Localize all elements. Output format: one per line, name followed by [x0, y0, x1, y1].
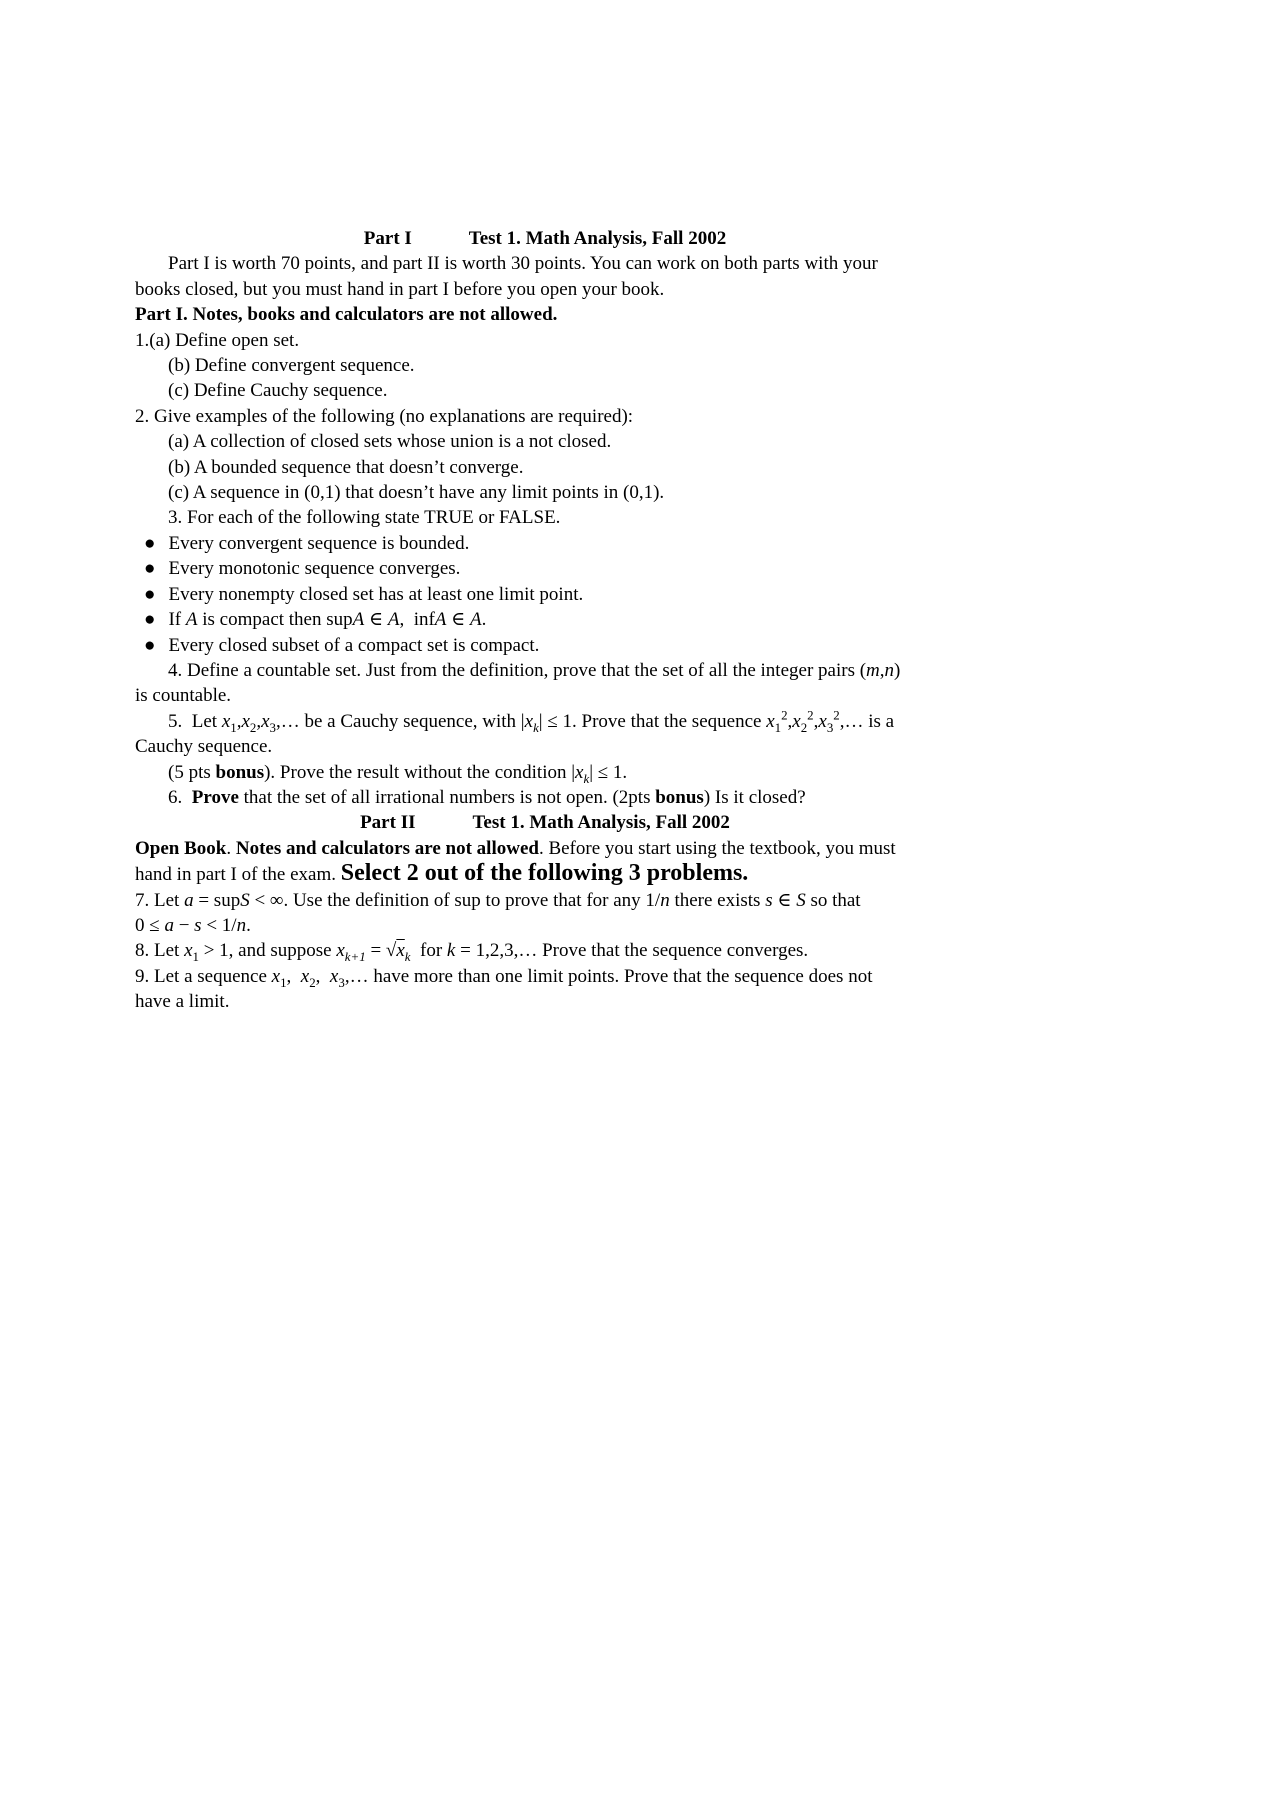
text-segment: k	[533, 719, 539, 735]
text-segment: ,	[256, 710, 262, 732]
text-line	[135, 455, 1040, 480]
text-segment: x	[336, 940, 345, 962]
text-segment: so that	[805, 889, 861, 911]
text-segment: Part II Test 1. Math Analysis, Fall 2002	[360, 812, 730, 834]
text-segment: k+1	[344, 949, 366, 965]
text-segment: 1	[192, 949, 199, 965]
bullet-icon: ●	[144, 634, 156, 656]
text-segment: ,	[813, 710, 819, 732]
text-segment: > 1, and suppose	[198, 940, 337, 962]
bullet-icon: ●	[144, 609, 156, 631]
text-segment: =	[365, 940, 386, 962]
text-segment: 2	[833, 707, 840, 723]
text-segment: Prove	[191, 786, 239, 808]
text-segment: m	[866, 659, 880, 681]
text-line	[135, 836, 1040, 861]
text-segment: 2	[249, 719, 257, 735]
text-segment: Every convergent sequence is bounded.	[168, 532, 470, 554]
text-segment: 2	[807, 707, 814, 723]
text-line	[135, 888, 1040, 913]
text-line	[135, 683, 1040, 708]
text-segment: If	[168, 609, 186, 631]
bullet-icon: ●	[144, 558, 156, 580]
text-segment: ∈	[772, 889, 797, 911]
text-segment: (b) Define convergent sequence.	[168, 355, 415, 377]
text-segment: ,	[286, 965, 301, 987]
text-segment: s	[765, 889, 773, 911]
bullet-icon: ●	[144, 583, 156, 605]
text-segment: 5. Let	[168, 710, 222, 732]
text-segment: x	[261, 710, 270, 732]
text-segment: 1	[280, 974, 287, 990]
text-segment: < ∞. Use the definition of sup to prove that for any 1/	[249, 889, 661, 911]
text-segment: 3	[826, 719, 834, 735]
text-segment: = sup	[193, 889, 241, 911]
text-segment: 4. Define a countable set. Just from the definition, prove that the set of all the integer pairs (	[168, 659, 867, 681]
text-segment: 2	[800, 719, 808, 735]
text-segment: Part I. Notes, books and calculators are not allowed.	[135, 304, 558, 326]
text-line	[135, 429, 1040, 454]
text-segment: Part I Test 1. Math Analysis, Fall 2002	[363, 228, 727, 249]
text-segment: a	[184, 889, 194, 911]
text-segment: x	[818, 710, 827, 732]
text-segment: 1	[230, 719, 237, 735]
text-line	[135, 277, 1040, 302]
text-segment: ,… be a Cauchy sequence, with |	[276, 710, 525, 732]
text-segment: 3. For each of the following state TRUE or FALSE.	[168, 507, 561, 529]
text-segment: A	[434, 609, 447, 631]
text-segment: 3	[338, 974, 345, 990]
text-segment: 2. Give examples of the following (no explanations are required):	[135, 405, 634, 427]
text-segment: bonus	[215, 761, 265, 783]
text-segment: (c) A sequence in (0,1) that doesn’t have any limit points in (0,1).	[168, 482, 665, 504]
text-line	[135, 861, 1040, 887]
text-segment: a	[164, 914, 174, 936]
text-line	[135, 328, 1040, 353]
text-line	[135, 810, 1040, 835]
text-segment: (5 pts	[168, 761, 216, 783]
text-line	[135, 938, 1040, 963]
text-segment: ). Prove the result without the condition |	[264, 761, 576, 783]
text-segment: .	[226, 837, 236, 859]
text-segment: √	[385, 940, 397, 962]
exam-document	[135, 226, 1040, 1015]
text-segment: . Before you start using the textbook, you must	[538, 837, 896, 859]
text-line	[135, 785, 1040, 810]
text-segment: Every nonempty closed set has at least one limit point.	[168, 583, 584, 605]
text-segment: is compact then sup	[197, 609, 353, 631]
text-segment: ,… is a	[839, 710, 895, 732]
text-segment: A	[387, 609, 400, 631]
text-segment: ∈	[446, 609, 470, 631]
text-segment: A	[352, 609, 365, 631]
text-segment: 1.(a) Define open set.	[135, 329, 300, 351]
text-segment: ) Is it closed?	[703, 786, 806, 808]
text-segment: ,… have more than one limit points. Prove that the sequence does not	[344, 965, 873, 987]
text-segment: k	[404, 949, 411, 965]
bullet-line	[135, 633, 1040, 658]
text-segment: n	[884, 659, 895, 681]
text-segment: 6.	[168, 786, 192, 808]
text-segment: books closed, but you must hand in part I before you open your book.	[135, 278, 665, 300]
text-segment: Every closed subset of a compact set is compact.	[168, 634, 540, 656]
text-segment: there exists	[669, 889, 766, 911]
text-segment: 0 ≤	[135, 914, 165, 936]
text-segment: x	[184, 940, 193, 962]
text-segment: 2	[309, 974, 316, 990]
text-segment: ,	[879, 659, 885, 681]
bullet-line	[135, 582, 1040, 607]
text-segment: ,	[236, 710, 242, 732]
text-line	[135, 226, 1040, 251]
text-segment: , inf	[399, 609, 435, 631]
text-segment: 9. Let a sequence	[135, 965, 272, 987]
text-segment: x	[241, 710, 250, 732]
text-segment: n	[660, 889, 670, 911]
text-segment: s	[194, 914, 202, 936]
text-line	[135, 913, 1040, 938]
text-segment: k	[583, 770, 590, 786]
text-line	[135, 989, 1040, 1014]
text-line	[135, 251, 1040, 276]
text-segment: 3	[269, 719, 276, 735]
text-segment: for	[410, 940, 447, 962]
text-segment: bonus	[655, 786, 704, 808]
text-segment: −	[173, 914, 195, 936]
text-segment: A	[469, 609, 482, 631]
text-segment: 7. Let	[135, 889, 185, 911]
bullet-icon: ●	[144, 532, 156, 554]
text-segment: A	[185, 609, 198, 631]
text-segment: (b) A bounded sequence that doesn’t converge.	[168, 456, 524, 478]
text-segment: Part I is worth 70 points, and part II is worth 30 points. You can work on both parts with your	[168, 253, 878, 275]
text-segment: ,	[315, 965, 330, 987]
text-segment: 2	[781, 707, 788, 723]
text-segment: < 1/	[201, 914, 237, 936]
text-segment: is countable.	[135, 685, 232, 707]
text-segment: Every monotonic sequence converges.	[168, 558, 461, 580]
text-line	[135, 734, 1040, 759]
text-segment: 1	[774, 719, 782, 735]
text-segment: x	[329, 965, 339, 987]
text-segment: hand in part I of the exam.	[135, 864, 341, 886]
text-line	[135, 404, 1040, 429]
text-segment: = 1,2,3,… Prove that the sequence converges.	[455, 940, 809, 962]
text-segment: have a limit.	[135, 991, 230, 1013]
text-segment: | ≤ 1.	[589, 761, 628, 783]
text-line	[135, 760, 1040, 785]
text-segment: .	[481, 609, 487, 631]
text-segment: n	[236, 914, 247, 936]
text-segment: x	[575, 761, 584, 783]
text-segment: x	[524, 710, 534, 732]
text-segment: k	[446, 940, 456, 962]
text-segment: .	[246, 914, 251, 936]
text-segment: x	[221, 710, 231, 732]
text-segment: S	[796, 889, 806, 911]
text-segment: Open Book	[135, 837, 227, 859]
text-segment: that the set of all irrational numbers is not open. (2pts	[238, 786, 656, 808]
bullet-line	[135, 531, 1040, 556]
text-segment: x	[300, 965, 310, 987]
bullet-line	[135, 556, 1040, 581]
text-segment: )	[894, 659, 901, 681]
text-segment: S	[240, 889, 250, 911]
text-segment: Select 2 out of the following 3 problems.	[340, 860, 749, 887]
text-line	[135, 964, 1040, 989]
text-segment: (c) Define Cauchy sequence.	[168, 380, 388, 402]
text-segment: 8. Let	[135, 940, 185, 962]
text-segment: Notes and calculators are not allowed	[235, 837, 539, 859]
text-segment: x	[396, 940, 405, 962]
text-line	[135, 302, 1040, 327]
text-line	[135, 353, 1040, 378]
text-line	[135, 480, 1040, 505]
text-line	[135, 378, 1040, 403]
text-segment: ,	[787, 710, 793, 732]
text-segment: (a) A collection of closed sets whose union is a not closed.	[168, 431, 612, 453]
text-segment: ∈	[364, 609, 388, 631]
bullet-line	[135, 607, 1040, 632]
text-segment: | ≤ 1. Prove that the sequence	[538, 710, 767, 732]
text-segment: x	[766, 710, 775, 732]
text-segment: x	[271, 965, 281, 987]
text-line	[135, 505, 1040, 530]
text-line	[135, 658, 1040, 683]
text-segment: x	[792, 710, 801, 732]
text-line	[135, 709, 1040, 734]
text-segment: Cauchy sequence.	[135, 736, 273, 758]
